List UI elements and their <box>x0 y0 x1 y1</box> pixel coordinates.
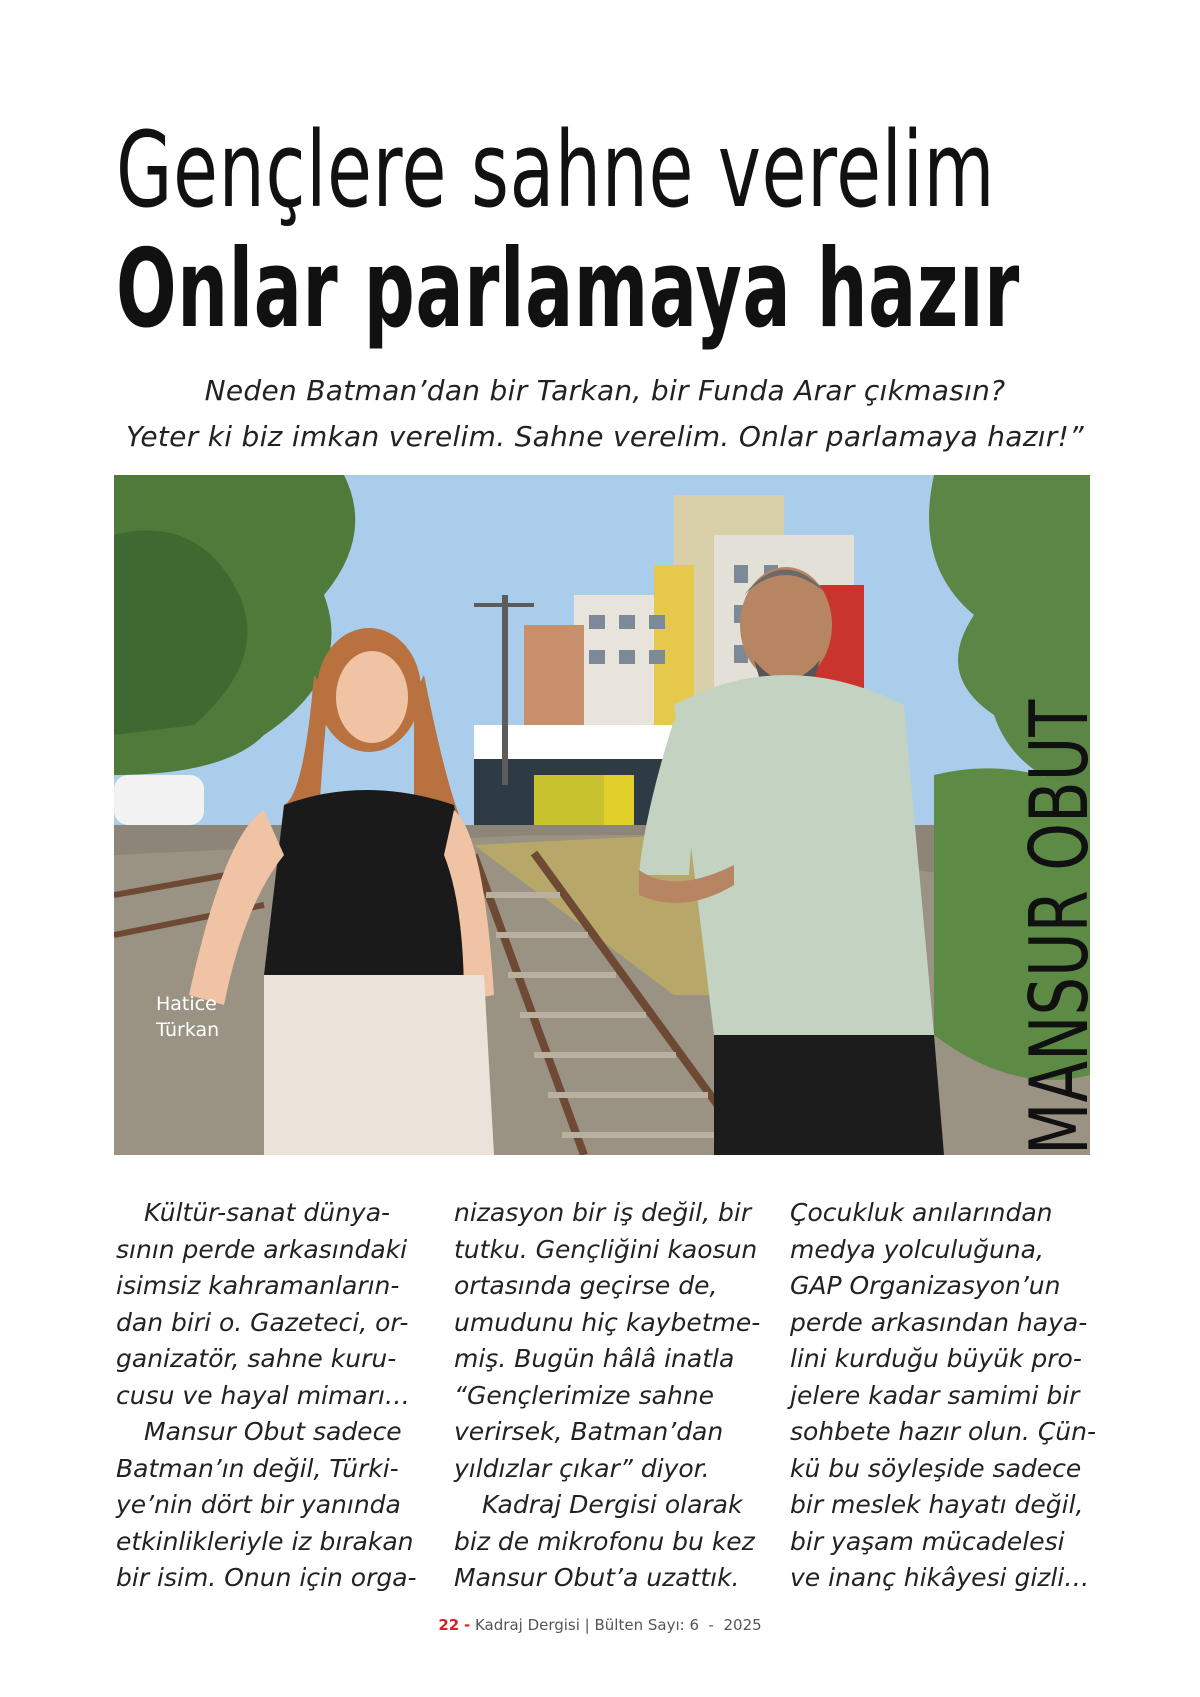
page-footer <box>0 1616 1200 1634</box>
body-line: “Gençlerimize sahne <box>454 1380 715 1410</box>
body-column-3 <box>790 1195 1096 1597</box>
page-number: 22 <box>438 1616 460 1634</box>
body-line: biz de mikrofonu bu kez <box>454 1526 755 1556</box>
body-line: lini kurduğu büyük pro- <box>790 1344 1082 1373</box>
subtitle-line-2: Yeter ki biz imkan verelim. Sahne verelim. Onlar parlamaya hazır!” <box>126 420 1084 453</box>
body-line: ganizatör, sahne kuru- <box>116 1344 397 1373</box>
body-line: cusu ve hayal mimarı… <box>116 1380 410 1410</box>
body-line: isimsiz kahramanların- <box>116 1271 400 1300</box>
body-line: Kadraj Dergisi olarak <box>482 1490 743 1519</box>
body-line: bir isim. Onun için orga- <box>116 1563 417 1592</box>
caption-line-2: Türkan <box>156 1019 220 1041</box>
subtitle-line-1: Neden Batman’dan bir Tarkan, bir Funda Arar çıkmasın? <box>204 374 1006 407</box>
body-line: Kültür-sanat dünya- <box>144 1198 391 1227</box>
body-line: miş. Bugün hâlâ inatla <box>454 1344 735 1373</box>
body-line: kü bu söyleşide sadece <box>790 1453 1082 1483</box>
body-line: medya yolculuğuna, <box>790 1234 1044 1264</box>
body-line: ve inanç hikâyesi gizli… <box>790 1563 1090 1592</box>
vertical-name-label <box>1013 556 1106 1155</box>
body-line: Batman’ın değil, Türki- <box>116 1453 399 1483</box>
body-line: bir yaşam mücadelesi <box>790 1526 1065 1556</box>
article-photo <box>114 475 1090 1155</box>
body-line: bir meslek hayatı değil, <box>790 1490 1084 1519</box>
body-line: sının perde arkasındaki <box>116 1234 408 1264</box>
body-line: verirsek, Batman’dan <box>454 1417 724 1446</box>
footer-publication: Kadraj Dergisi | Bülten Sayı: 6 <box>474 1616 699 1634</box>
body-line: tutku. Gençliğini kaosun <box>454 1234 758 1264</box>
article-body <box>116 1195 1100 1595</box>
body-line: perde arkasından haya- <box>790 1307 1088 1337</box>
photo-caption-hatice <box>156 991 219 1043</box>
article-subtitle <box>100 368 1110 460</box>
body-column-1 <box>116 1195 416 1597</box>
footer-year-separator: - <box>708 1616 714 1634</box>
body-line: Mansur Obut’a uzattık. <box>454 1563 740 1592</box>
body-line: nizasyon bir iş değil, bir <box>454 1198 752 1227</box>
headline-line-2: Onlar parlamaya hazır <box>116 227 1020 352</box>
body-line: etkinlikleriyle iz bırakan <box>116 1526 414 1556</box>
vertical-name-text: MANSUR OBUT <box>1013 699 1106 1155</box>
headline-line-1: Gençlere sahne verelim <box>116 109 996 231</box>
body-column-2 <box>454 1195 761 1597</box>
article-headline <box>116 109 1126 352</box>
photo-illustration <box>114 475 1090 1155</box>
footer-year: 2025 <box>723 1616 762 1634</box>
body-line: jelere kadar samimi bir <box>790 1380 1080 1410</box>
body-line: ortasında geçirse de, <box>454 1271 718 1300</box>
caption-line-1: Hatice <box>156 993 217 1015</box>
body-line: GAP Organizasyon’un <box>790 1271 1061 1300</box>
footer-separator: - <box>463 1616 471 1634</box>
body-line: umudunu hiç kaybetme- <box>454 1307 761 1337</box>
body-line: yıldızlar çıkar” diyor. <box>454 1453 710 1483</box>
body-line: ye’nin dört bir yanında <box>116 1490 401 1519</box>
body-line: dan biri o. Gazeteci, or- <box>116 1307 409 1337</box>
body-line: sohbete hazır olun. Çün- <box>790 1417 1096 1446</box>
body-line: Mansur Obut sadece <box>144 1417 402 1446</box>
body-line: Çocukluk anılarından <box>790 1198 1053 1227</box>
